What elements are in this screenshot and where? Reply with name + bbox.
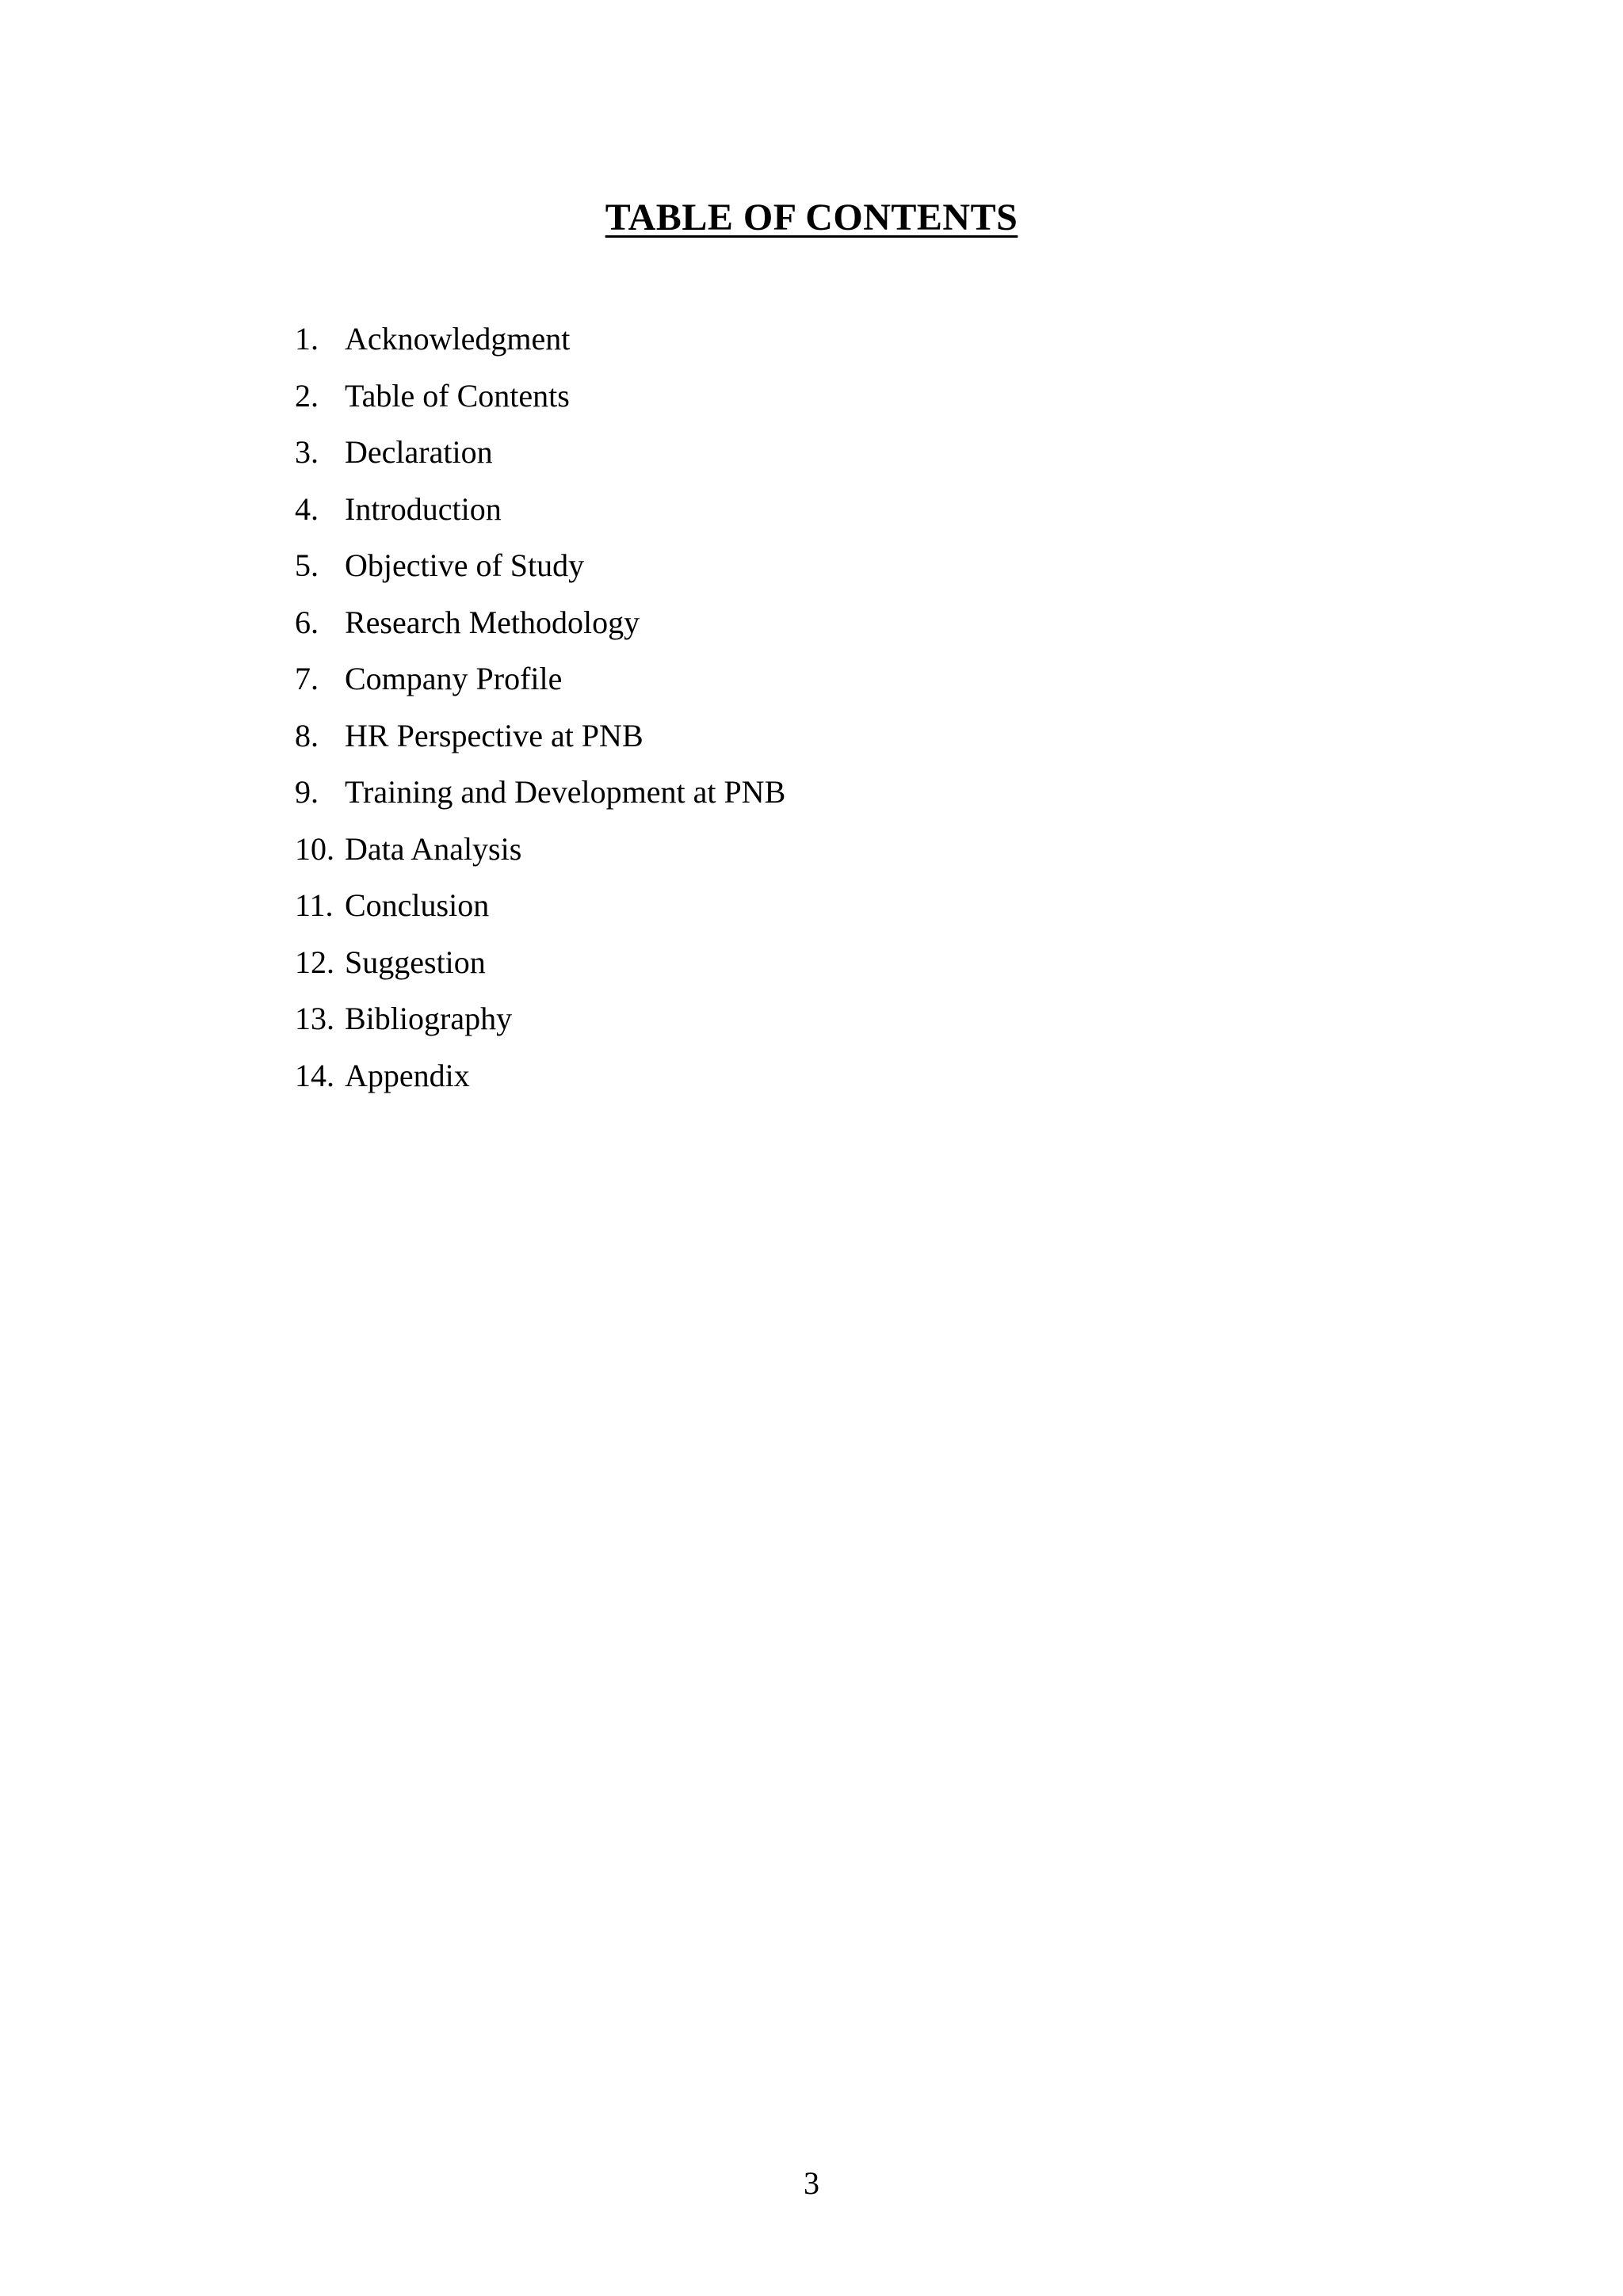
toc-item <box>295 374 785 431</box>
toc-item <box>295 714 785 771</box>
toc-item-number: 12. <box>295 944 334 980</box>
toc-item-label: Acknowledgment <box>345 321 571 357</box>
toc-item-number: 9. <box>295 774 319 810</box>
toc-item-label: Suggestion <box>345 944 486 980</box>
toc-item-number: 3. <box>295 434 319 470</box>
toc-item <box>295 940 785 997</box>
toc-item <box>295 430 785 487</box>
toc-item-label: Table of Contents <box>345 377 570 414</box>
toc-item-number: 1. <box>295 321 319 357</box>
toc-item <box>295 997 785 1054</box>
toc-item-label: Data Analysis <box>345 830 522 867</box>
toc-item-label: Declaration <box>345 434 493 470</box>
toc-item <box>295 883 785 940</box>
toc-item <box>295 657 785 714</box>
toc-item-number: 8. <box>295 717 319 753</box>
toc-item-label: Appendix <box>345 1057 470 1093</box>
toc-item-label: Training and Development at PNB <box>345 774 786 810</box>
toc-item-number: 10. <box>295 830 334 867</box>
toc-item-number: 6. <box>295 604 319 640</box>
toc-item <box>295 487 785 544</box>
toc-item-number: 11. <box>295 887 334 923</box>
toc-item-label: Introduction <box>345 490 502 527</box>
toc-item-number: 14. <box>295 1057 334 1093</box>
toc-item <box>295 770 785 827</box>
toc-item-label: Bibliography <box>345 1001 513 1036</box>
toc-item-number: 7. <box>295 661 319 696</box>
toc-item-label: Objective of Study <box>345 547 585 583</box>
toc-item-label: Conclusion <box>345 887 490 923</box>
page-number: 3 <box>804 2165 819 2201</box>
toc-item <box>295 1054 785 1111</box>
page-title: TABLE OF CONTENTS <box>605 196 1018 238</box>
toc-item <box>295 543 785 601</box>
toc-item-number: 5. <box>295 547 319 583</box>
toc-item <box>295 317 785 374</box>
toc-item-number: 2. <box>295 377 319 414</box>
toc-item <box>295 601 785 658</box>
toc-item-label: Company Profile <box>345 661 563 696</box>
toc-list <box>295 317 785 1110</box>
toc-item-number: 13. <box>295 1001 334 1036</box>
toc-item <box>295 827 785 884</box>
toc-item-label: Research Methodology <box>345 604 640 640</box>
toc-item-number: 4. <box>295 490 319 527</box>
toc-item-label: HR Perspective at PNB <box>345 717 643 753</box>
